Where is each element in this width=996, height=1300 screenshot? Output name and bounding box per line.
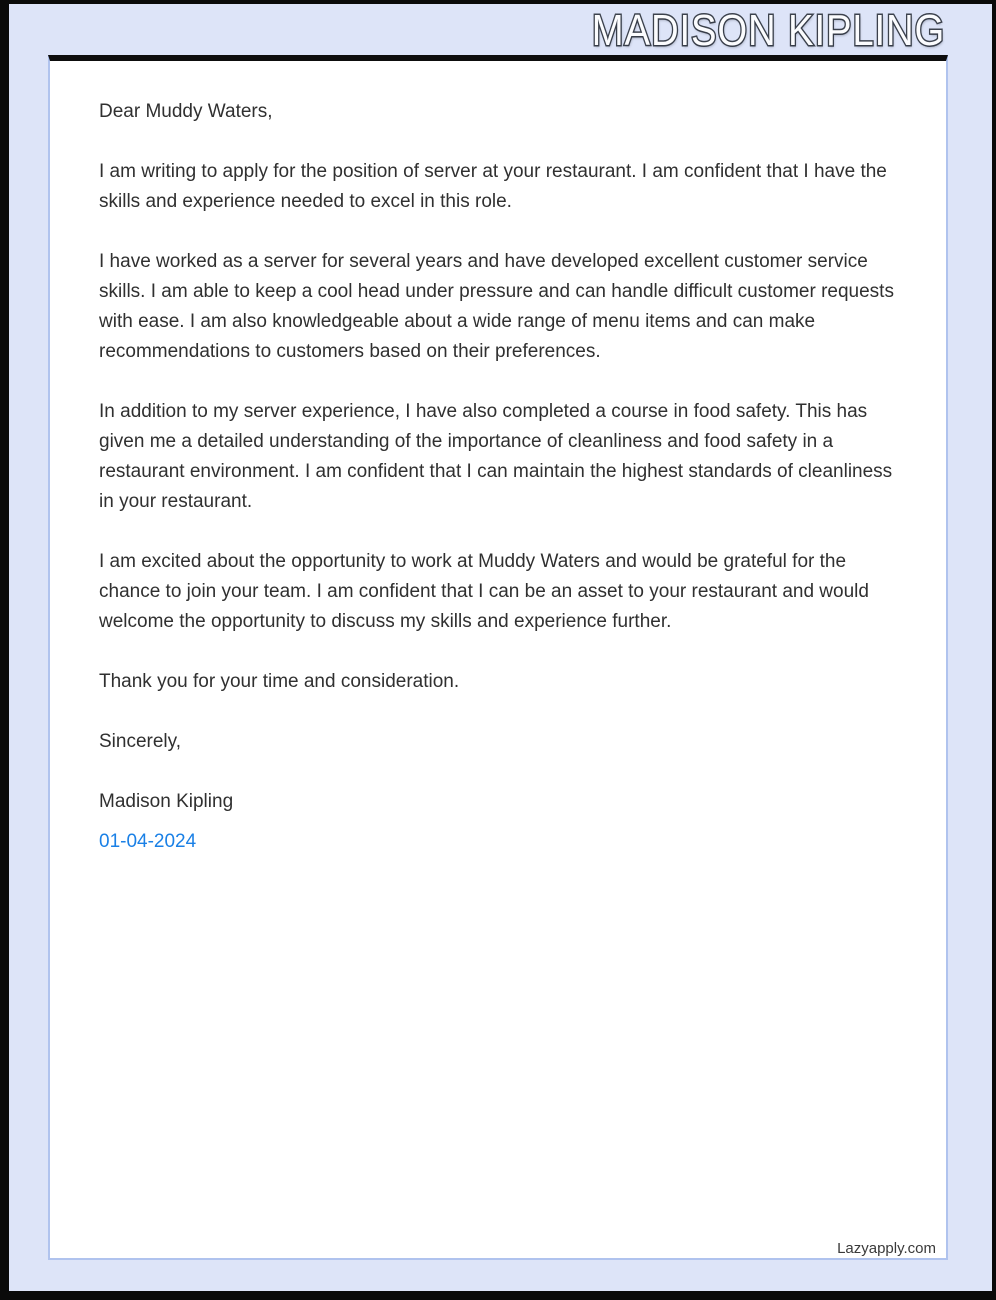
paragraph-food-safety: In addition to my server experience, I have also completed a course in food safety. This has given me a detailed understanding of the importance of cleanliness and food safety in a restaurant environment. I am confident that I can maintain the highest standards of cleanliness in your restaurant. [99,401,893,512]
paragraph-experience: I have worked as a server for several years and have developed excellent customer service skills. I am able to keep a cool head under pressure and can handle difficult customer requests with ease. I am also knowledgeable about a wide range of menu items and can make recommendations to customers based on their preferences. [99,251,894,362]
signature-name: Madison Kipling [99,791,234,812]
letter-page [48,55,948,1260]
closing: Sincerely, [99,731,182,752]
paragraph-thanks: Thank you for your time and consideration. [99,671,460,692]
date-link[interactable]: 01-04-2024 [99,831,197,852]
letterhead-name: MADISON KIPLING [591,6,945,55]
paragraph-intro: I am writing to apply for the position of server at your restaurant. I am confident that I have the skills and experience needed to excel in this role. [99,161,887,212]
lazyapply-watermark: Lazyapply.com [837,1240,936,1257]
paragraph-enthusiasm: I am excited about the opportunity to work at Muddy Waters and would be grateful for the chance to join your team. I am confident that I can be an asset to your restaurant and would welcome the opportunity to discuss my skills and experience further. [99,551,869,632]
salutation: Dear Muddy Waters, [99,101,273,122]
